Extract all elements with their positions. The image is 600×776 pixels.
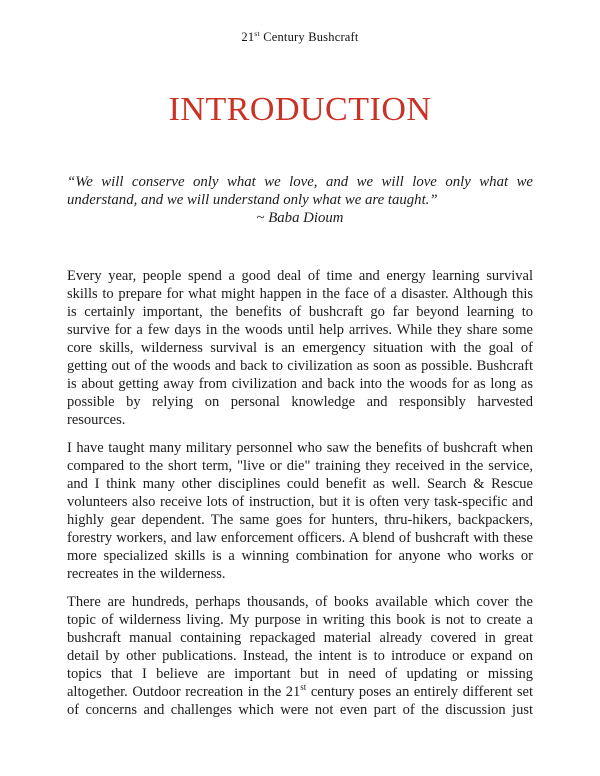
running-header-text: Century Bushcraft — [259, 30, 359, 44]
epigraph — [67, 173, 533, 227]
running-header — [67, 30, 533, 45]
ordinal-suffix: st — [300, 682, 307, 693]
body-paragraph-3-continuation: century poses an entirely different set of concerns and challenges which were not even part of the discussion just — [67, 684, 533, 718]
running-header-number: 21 — [241, 30, 255, 44]
chapter-title: INTRODUCTION — [168, 91, 432, 128]
body-paragraph-2: I have taught many military personnel who saw the benefits of bushcraft when compared to the short term, "live or die" training they received in the service, and I think many other disciplines could benefit as well. Search & Rescue volunteers also receive lots of instruction, but it is often very task-specific and highly gear dependent. The same goes for hunters, thru-hikers, backpackers, forestry workers, and law enforcement officers. A blend of bushcraft with these more specialized skills is a winning combination for anyone who works or recreates in the wilderness. — [67, 440, 533, 582]
body-paragraph-3-text: There are hundreds, perhaps thousands, of books available which cover the topic of wilderness living. My purpose in writing this book is not to create a bushcraft manual containing repackaged material already covered in great detail by other publications. Instead, the intent is to introduce or expand on topics that I believe are important but in need of updating or missing altogether. Outdoor recreation in the 21 — [67, 594, 533, 700]
chapter-body — [67, 267, 533, 719]
epigraph-attribution: ~ Baba Dioum — [256, 210, 344, 226]
body-paragraph-1: Every year, people spend a good deal of time and energy learning survival skills to prepare for what might happen in the face of a disaster. Although this is certainly important, the benefits of bushcraft go far beyond learning to survive for a few days in the woods until help arrives. While they share some core skills, wilderness survival is an emergency situation with the goal of getting out of the woods and back to civilization as soon as possible. Bushcraft is about getting away from civilization and back into the woods for as long as possible by relying on personal knowledge and responsibly harvested resources. — [67, 268, 533, 428]
running-header-ordinal-suffix: st — [254, 28, 260, 38]
epigraph-quote: “We will conserve only what we love, and we will love only what we understand, and we will understand only what we are taught.” — [67, 174, 533, 208]
body-paragraph-3 — [67, 593, 533, 719]
